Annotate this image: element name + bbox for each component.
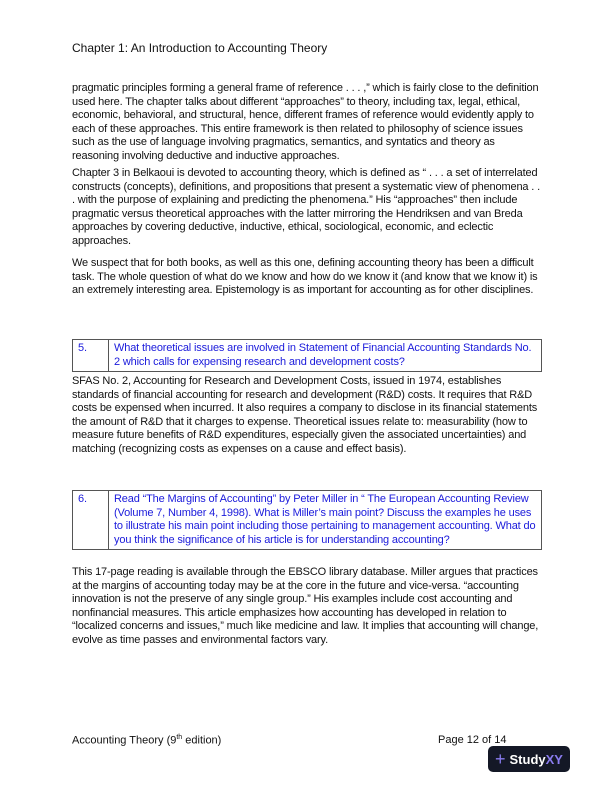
- question-text: Read “The Margins of Accounting” by Peter Miller in “ The European Accounting Review (Volume 7, Number 4, 1998). What is Miller’s main point? Discuss the examples he uses to illustrate his main point including those pertaining to management accounting. What do you think the significance of his article is for understanding accounting?: [114, 493, 536, 546]
- badge-label: [510, 752, 563, 767]
- question-box-6: [72, 490, 542, 550]
- question-number: 6.: [73, 491, 109, 549]
- plus-icon: +: [495, 748, 506, 769]
- paragraph: We suspect that for both books, as well as this one, defining accounting theory has been a difficult task. The whole question of what do we know and how do we know it (and know that we know it) is an extremely interesting area. Epistemology is as important for accounting as for other disciplines.: [72, 257, 538, 297]
- studyxy-badge[interactable]: [488, 746, 570, 772]
- paragraph: pragmatic principles forming a general frame of reference . . . ,” which is fairly close to the definition used here. The chapter talks about different “approaches” to theory, including tax, legal, ethical, economic, behavioral, and structural, hence, different frames of reference would evidently apply to each of these approaches. This entire framework is then related to philosophy of science issues such as the use of language involving pragmatics, semantics, and syntatics and theory as reasoning involving deductive and inductive approaches.: [72, 82, 539, 162]
- question-number: 5.: [73, 340, 109, 371]
- page-header: Chapter 1: An Introduction to Accounting Theory: [72, 41, 328, 55]
- footer-page-number: Page 12 of 14: [438, 734, 507, 746]
- badge-study: Study: [509, 751, 546, 767]
- footer-book-text-end: edition): [182, 734, 222, 747]
- footer-superscript: th: [176, 734, 183, 741]
- paragraph: Chapter 3 in Belkaoui is devoted to accounting theory, which is defined as “ . . . a set of interrelated constructs (concepts), definitions, and propositions that present a systematic view of phenomena . . . with the purpose of explaining and predicting the phenomena.” His “approaches” then include pragmatic versus theoretical approaches with the latter mirroring the Hendriksen and van Breda approaches by covering deductive, inductive, ethical, sociological, economic, and eclectic approaches.: [72, 167, 541, 247]
- question-text: What theoretical issues are involved in Statement of Financial Accounting Standards No. 2 which calls for expensing research and development costs?: [114, 342, 532, 368]
- footer-book-text: Accounting Theory (9: [72, 734, 177, 747]
- question-box-5: [72, 339, 542, 372]
- paragraph: SFAS No. 2, Accounting for Research and Development Costs, issued in 1974, establishes standards of financial accounting for research and development (R&D) costs. It requires that R&D costs be expensed when incurred. It also requires a company to disclose in its financial statements the amount of R&D that it charges to expense. Theoretical issues relate to: measurability (how to measure future benefits of R&D expenditures, especially given the associated uncertainties) and matching (recognizing costs as expenses on a cause and effect basis).: [72, 375, 538, 455]
- paragraph: This 17-page reading is available through the EBSCO library database. Miller argues that practices at the margins of accounting today may be at the core in the future and vice-versa. “accounting innovation is not the preserve of any single group.” His examples include cost accounting and nonfinancial measures. This article emphasizes how accounting has developed in relation to “localized concerns and issues,” much like medicine and law. It implies that accounting will change, evolve as time passes and environmental factors vary.: [72, 566, 539, 646]
- badge-xy: XY: [545, 751, 563, 767]
- footer-book-title: [72, 734, 221, 747]
